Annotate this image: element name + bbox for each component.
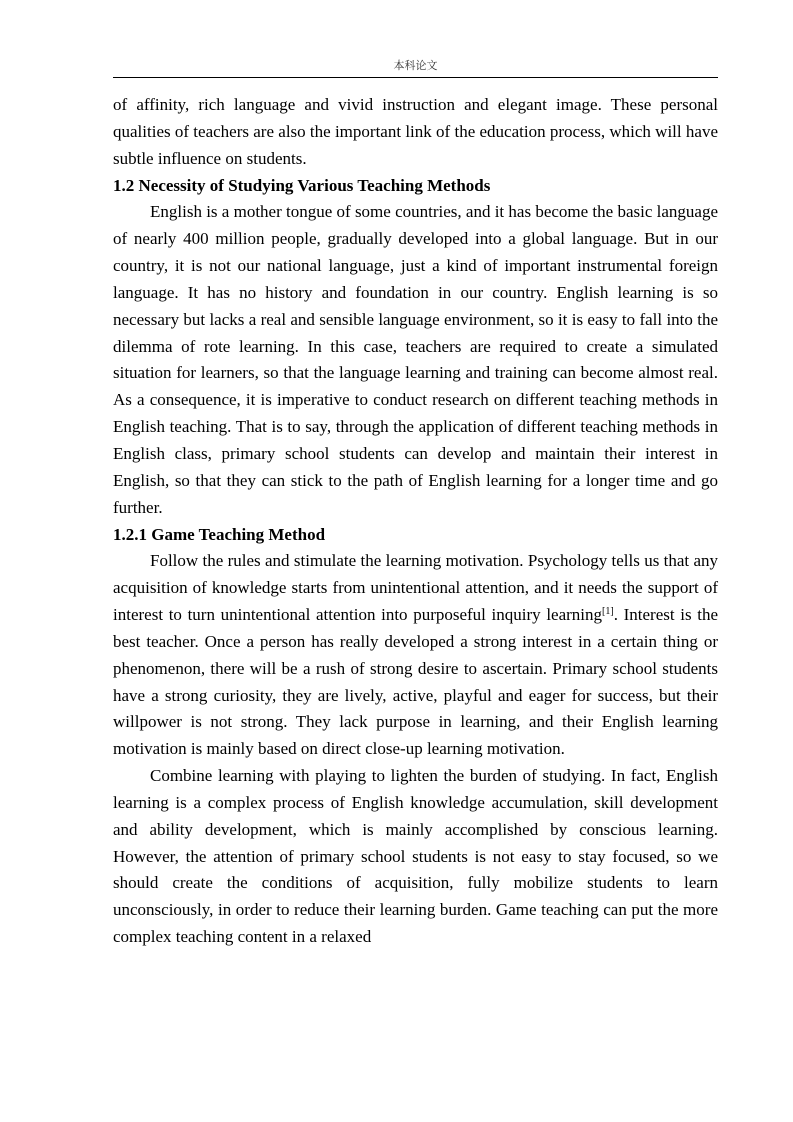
subsection-heading-1-2-1: 1.2.1 Game Teaching Method <box>113 524 326 544</box>
paragraph-necessity: English is a mother tongue of some countries, and it has become the basic language of nearly 400 million people, gradually developed into a global language. But in our country, it is not our national language, just a kind of important instrumental foreign language. It has no history and foundation in our country. English learning is so necessary but lacks a real and sensible language environment, so it is easy to fall into the dilemma of rote learning. In this case, teachers are required to create a simulated situation for learners, so that the language learning and training can become almost real. As a consequence, it is imperative to conduct research on different teaching methods in English teaching. That is to say, through the application of different teaching methods in English class, primary school students can develop and maintain their interest in English, so that they can stick to the path of English learning for a longer time and go further. <box>113 202 718 517</box>
body-text <box>113 92 718 951</box>
paragraph-combine-learning: Combine learning with playing to lighten the burden of studying. In fact, English learning is a complex process of English knowledge accumulation, skill development and ability development, which is mainly accomplished by conscious learning. However, the attention of primary school students is not easy to stay focused, so we should create the conditions of acquisition, fully mobilize students to learn unconsciously, in order to reduce their learning burden. Game teaching can put the more complex teaching content in a relaxed <box>113 766 718 947</box>
header-rule <box>113 77 718 78</box>
paragraph-motivation <box>113 548 718 763</box>
paragraph-motivation-part-1: Follow the rules and stimulate the learning motivation. Psychology tells us that any acquisition of knowledge starts from unintentional attention, and it needs the support of interest to turn unintentional attention into purposeful inquiry learning <box>113 551 718 625</box>
paragraph-continuation: of affinity, rich language and vivid instruction and elegant image. These personal qualities of teachers are also the important link of the education process, which will have subtle influence on students. <box>113 95 718 168</box>
section-heading-1-2: 1.2 Necessity of Studying Various Teaching Methods <box>113 175 491 195</box>
citation-1[interactable]: [1] <box>602 606 614 618</box>
running-header: 本科论文 <box>393 59 438 72</box>
paragraph-motivation-part-2: . Interest is the best teacher. Once a person has really developed a strong interest in a certain thing or phenomenon, there will be a rush of strong desire to ascertain. Primary school students have a strong curiosity, they are lively, active, playful and eager for success, but their willpower is not strong. They lack purpose in learning, and their English learning motivation is mainly based on direct close-up learning motivation. <box>113 605 718 759</box>
